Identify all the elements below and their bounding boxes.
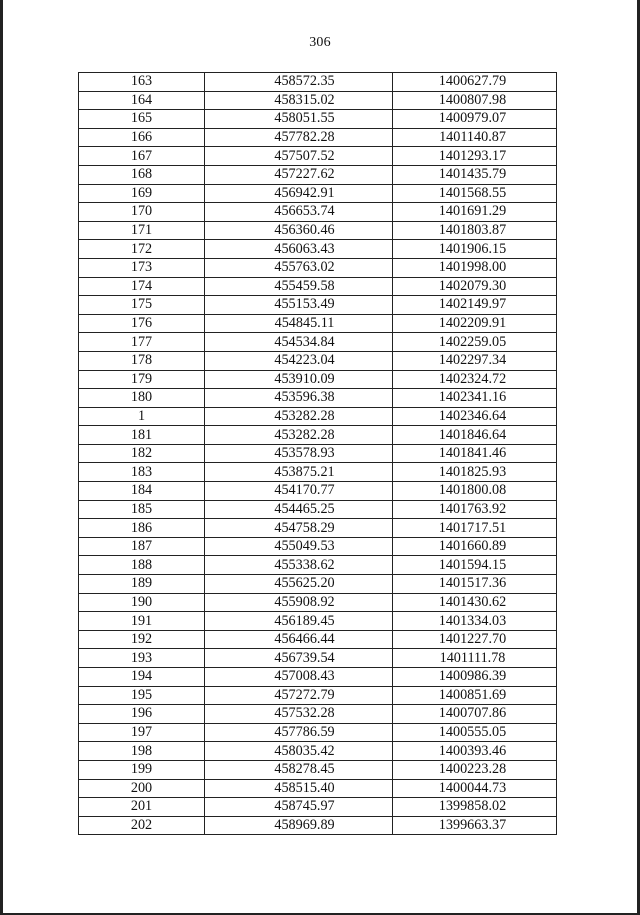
point-number-cell: 195 <box>79 686 205 705</box>
point-number-cell: 196 <box>79 705 205 724</box>
point-number-cell: 179 <box>79 370 205 389</box>
point-number-cell: 189 <box>79 575 205 594</box>
table-row <box>79 612 557 631</box>
point-number-cell: 173 <box>79 258 205 277</box>
table-row <box>79 575 557 594</box>
y-coordinate-cell: 1400979.07 <box>393 110 557 129</box>
point-number-cell: 194 <box>79 668 205 687</box>
table-row <box>79 110 557 129</box>
y-coordinate-cell: 1401803.87 <box>393 221 557 240</box>
point-number-cell: 165 <box>79 110 205 129</box>
table-row <box>79 593 557 612</box>
y-coordinate-cell: 1402341.16 <box>393 389 557 408</box>
y-coordinate-cell: 1401517.36 <box>393 575 557 594</box>
x-coordinate-cell: 453910.09 <box>205 370 393 389</box>
y-coordinate-cell: 1401594.15 <box>393 556 557 575</box>
x-coordinate-cell: 458515.40 <box>205 779 393 798</box>
table-row <box>79 444 557 463</box>
x-coordinate-cell: 457272.79 <box>205 686 393 705</box>
y-coordinate-cell: 1400223.28 <box>393 760 557 779</box>
point-number-cell: 191 <box>79 612 205 631</box>
point-number-cell: 198 <box>79 742 205 761</box>
point-number-cell: 175 <box>79 296 205 315</box>
x-coordinate-cell: 457532.28 <box>205 705 393 724</box>
page-number: 306 <box>309 35 331 50</box>
x-coordinate-cell: 453596.38 <box>205 389 393 408</box>
point-number-cell: 197 <box>79 723 205 742</box>
y-coordinate-cell: 1401717.51 <box>393 519 557 538</box>
y-coordinate-cell: 1400044.73 <box>393 779 557 798</box>
x-coordinate-cell: 456739.54 <box>205 649 393 668</box>
y-coordinate-cell: 1402324.72 <box>393 370 557 389</box>
table-row <box>79 128 557 147</box>
table-row <box>79 370 557 389</box>
table-row <box>79 630 557 649</box>
table-row <box>79 296 557 315</box>
y-coordinate-cell: 1402149.97 <box>393 296 557 315</box>
table-row <box>79 73 557 92</box>
table-row <box>79 351 557 370</box>
point-number-cell: 185 <box>79 500 205 519</box>
point-number-cell: 202 <box>79 816 205 835</box>
table-row <box>79 277 557 296</box>
point-number-cell: 201 <box>79 798 205 817</box>
x-coordinate-cell: 454534.84 <box>205 333 393 352</box>
table-row <box>79 668 557 687</box>
table-row <box>79 407 557 426</box>
y-coordinate-cell: 1401111.78 <box>393 649 557 668</box>
x-coordinate-cell: 453282.28 <box>205 426 393 445</box>
point-number-cell: 164 <box>79 91 205 110</box>
y-coordinate-cell: 1401430.62 <box>393 593 557 612</box>
point-number-cell: 183 <box>79 463 205 482</box>
point-number-cell: 167 <box>79 147 205 166</box>
x-coordinate-cell: 457782.28 <box>205 128 393 147</box>
x-coordinate-cell: 457786.59 <box>205 723 393 742</box>
x-coordinate-cell: 458035.42 <box>205 742 393 761</box>
x-coordinate-cell: 456360.46 <box>205 221 393 240</box>
table-row <box>79 147 557 166</box>
x-coordinate-cell: 455153.49 <box>205 296 393 315</box>
x-coordinate-cell: 457008.43 <box>205 668 393 687</box>
table-row <box>79 91 557 110</box>
point-number-cell: 171 <box>79 221 205 240</box>
y-coordinate-cell: 1401906.15 <box>393 240 557 259</box>
x-coordinate-cell: 455908.92 <box>205 593 393 612</box>
point-number-cell: 199 <box>79 760 205 779</box>
point-number-cell: 188 <box>79 556 205 575</box>
x-coordinate-cell: 458315.02 <box>205 91 393 110</box>
x-coordinate-cell: 454223.04 <box>205 351 393 370</box>
x-coordinate-cell: 455049.53 <box>205 537 393 556</box>
point-number-cell: 182 <box>79 444 205 463</box>
x-coordinate-cell: 456063.43 <box>205 240 393 259</box>
x-coordinate-cell: 458745.97 <box>205 798 393 817</box>
y-coordinate-cell: 1400393.46 <box>393 742 557 761</box>
x-coordinate-cell: 456189.45 <box>205 612 393 631</box>
x-coordinate-cell: 454170.77 <box>205 482 393 501</box>
point-number-cell: 193 <box>79 649 205 668</box>
x-coordinate-cell: 453578.93 <box>205 444 393 463</box>
table-row <box>79 798 557 817</box>
x-coordinate-cell: 455763.02 <box>205 258 393 277</box>
table-row <box>79 649 557 668</box>
y-coordinate-cell: 1400986.39 <box>393 668 557 687</box>
y-coordinate-cell: 1401800.08 <box>393 482 557 501</box>
table-row <box>79 203 557 222</box>
x-coordinate-cell: 457507.52 <box>205 147 393 166</box>
y-coordinate-cell: 1400627.79 <box>393 73 557 92</box>
x-coordinate-cell: 454465.25 <box>205 500 393 519</box>
y-coordinate-cell: 1401825.93 <box>393 463 557 482</box>
point-number-cell: 192 <box>79 630 205 649</box>
point-number-cell: 172 <box>79 240 205 259</box>
table-row <box>79 240 557 259</box>
x-coordinate-cell: 455625.20 <box>205 575 393 594</box>
point-number-cell: 187 <box>79 537 205 556</box>
table-row <box>79 426 557 445</box>
y-coordinate-cell: 1400555.05 <box>393 723 557 742</box>
x-coordinate-cell: 456942.91 <box>205 184 393 203</box>
coordinates-table-body <box>79 73 557 835</box>
y-coordinate-cell: 1401435.79 <box>393 165 557 184</box>
page-edge-left <box>0 0 3 915</box>
point-number-cell: 170 <box>79 203 205 222</box>
table-row <box>79 537 557 556</box>
point-number-cell: 176 <box>79 314 205 333</box>
table-row <box>79 816 557 835</box>
y-coordinate-cell: 1401841.46 <box>393 444 557 463</box>
y-coordinate-cell: 1400707.86 <box>393 705 557 724</box>
table-row <box>79 333 557 352</box>
x-coordinate-cell: 455338.62 <box>205 556 393 575</box>
table-row <box>79 556 557 575</box>
y-coordinate-cell: 1401998.00 <box>393 258 557 277</box>
x-coordinate-cell: 456466.44 <box>205 630 393 649</box>
y-coordinate-cell: 1401227.70 <box>393 630 557 649</box>
y-coordinate-cell: 1401334.03 <box>393 612 557 631</box>
y-coordinate-cell: 1401846.64 <box>393 426 557 445</box>
table-row <box>79 686 557 705</box>
table-row <box>79 519 557 538</box>
point-number-cell: 180 <box>79 389 205 408</box>
table-row <box>79 184 557 203</box>
y-coordinate-cell: 1402346.64 <box>393 407 557 426</box>
point-number-cell: 166 <box>79 128 205 147</box>
point-number-cell: 184 <box>79 482 205 501</box>
point-number-cell: 178 <box>79 351 205 370</box>
y-coordinate-cell: 1401293.17 <box>393 147 557 166</box>
table-row <box>79 760 557 779</box>
y-coordinate-cell: 1400807.98 <box>393 91 557 110</box>
point-number-cell: 190 <box>79 593 205 612</box>
point-number-cell: 163 <box>79 73 205 92</box>
point-number-cell: 177 <box>79 333 205 352</box>
y-coordinate-cell: 1402079.30 <box>393 277 557 296</box>
x-coordinate-cell: 458278.45 <box>205 760 393 779</box>
point-number-cell: 181 <box>79 426 205 445</box>
table-row <box>79 779 557 798</box>
x-coordinate-cell: 453282.28 <box>205 407 393 426</box>
point-number-cell: 168 <box>79 165 205 184</box>
point-number-cell: 200 <box>79 779 205 798</box>
table-row <box>79 723 557 742</box>
y-coordinate-cell: 1401140.87 <box>393 128 557 147</box>
table-row <box>79 500 557 519</box>
y-coordinate-cell: 1399663.37 <box>393 816 557 835</box>
x-coordinate-cell: 454758.29 <box>205 519 393 538</box>
y-coordinate-cell: 1401691.29 <box>393 203 557 222</box>
x-coordinate-cell: 454845.11 <box>205 314 393 333</box>
point-number-cell: 169 <box>79 184 205 203</box>
table-row <box>79 389 557 408</box>
y-coordinate-cell: 1401568.55 <box>393 184 557 203</box>
y-coordinate-cell: 1400851.69 <box>393 686 557 705</box>
table-row <box>79 221 557 240</box>
x-coordinate-cell: 457227.62 <box>205 165 393 184</box>
x-coordinate-cell: 458051.55 <box>205 110 393 129</box>
y-coordinate-cell: 1402297.34 <box>393 351 557 370</box>
table-row <box>79 705 557 724</box>
x-coordinate-cell: 453875.21 <box>205 463 393 482</box>
point-number-cell: 1 <box>79 407 205 426</box>
y-coordinate-cell: 1402209.91 <box>393 314 557 333</box>
y-coordinate-cell: 1401763.92 <box>393 500 557 519</box>
table-row <box>79 482 557 501</box>
y-coordinate-cell: 1399858.02 <box>393 798 557 817</box>
point-number-cell: 174 <box>79 277 205 296</box>
y-coordinate-cell: 1402259.05 <box>393 333 557 352</box>
x-coordinate-cell: 455459.58 <box>205 277 393 296</box>
table-row <box>79 165 557 184</box>
table-row <box>79 314 557 333</box>
point-number-cell: 186 <box>79 519 205 538</box>
x-coordinate-cell: 458572.35 <box>205 73 393 92</box>
x-coordinate-cell: 456653.74 <box>205 203 393 222</box>
table-row <box>79 463 557 482</box>
table-row <box>79 258 557 277</box>
coordinates-table <box>78 72 557 835</box>
table-row <box>79 742 557 761</box>
x-coordinate-cell: 458969.89 <box>205 816 393 835</box>
y-coordinate-cell: 1401660.89 <box>393 537 557 556</box>
